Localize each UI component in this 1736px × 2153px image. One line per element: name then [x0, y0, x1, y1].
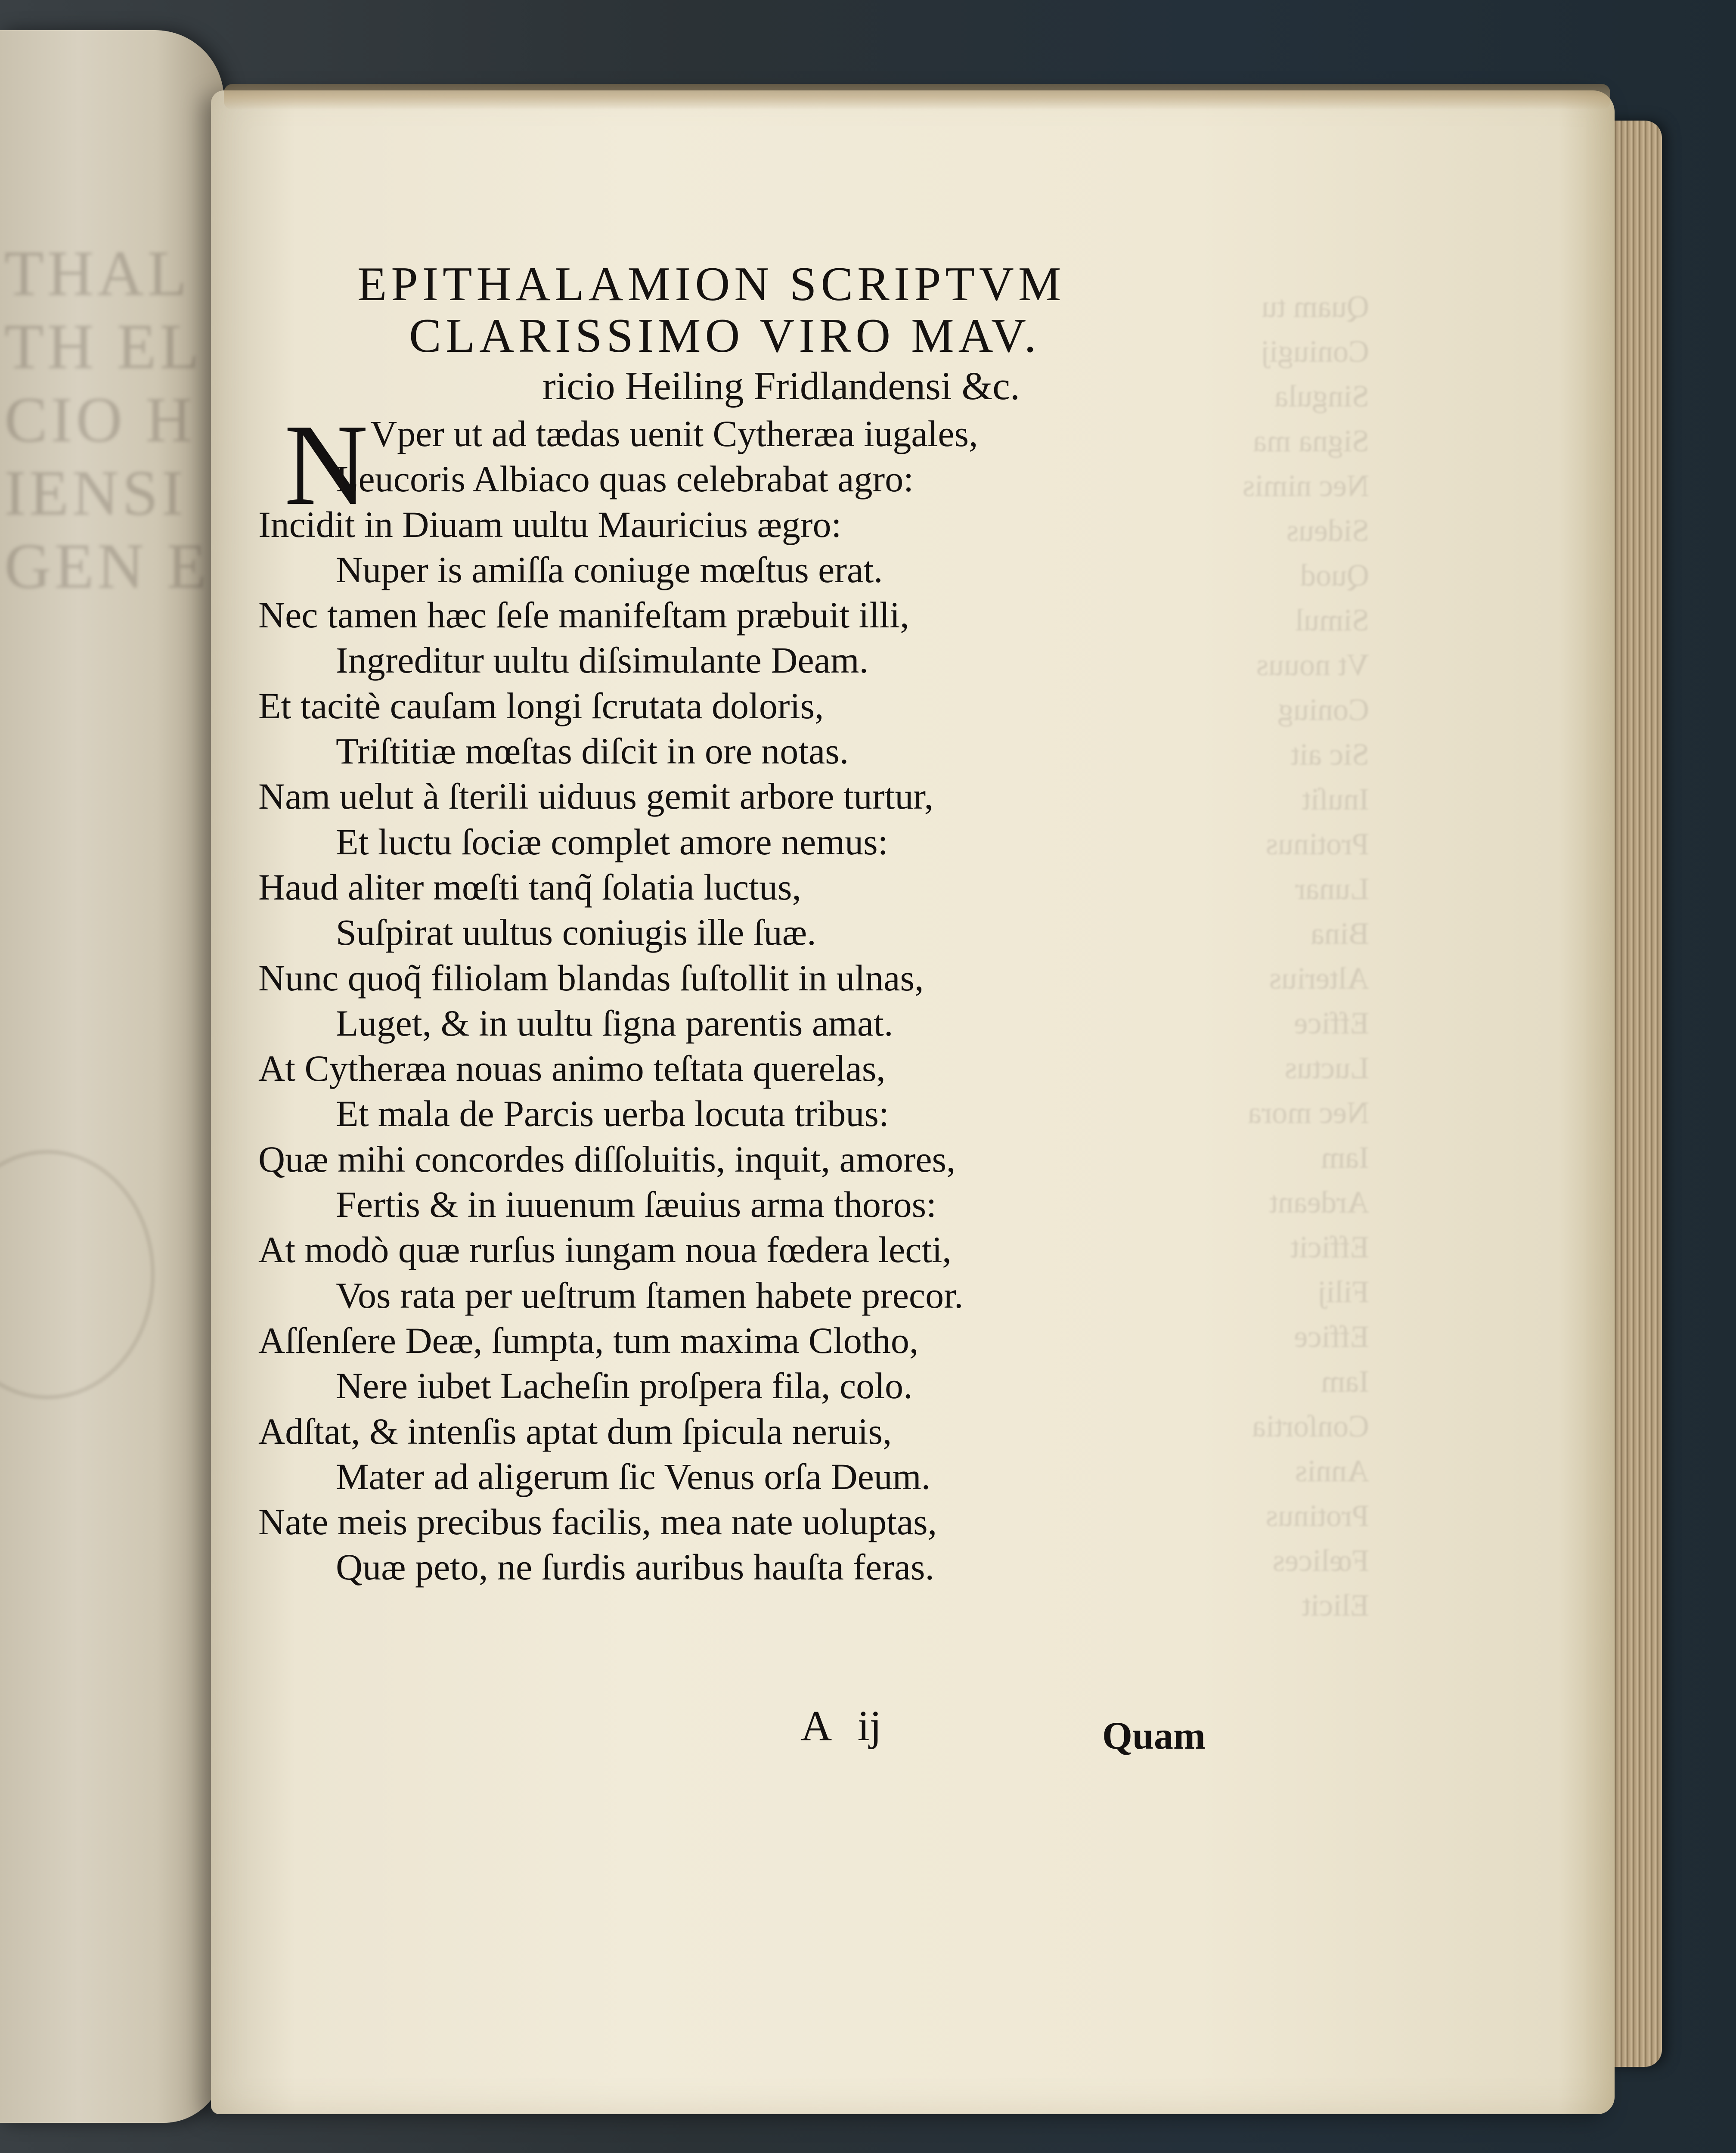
title-line-2: CLARISSIMO VIRO MAV.: [409, 309, 1041, 363]
poem-line: Vper ut ad tædas uenit Cytheræa iugales,: [370, 413, 978, 454]
poem-line: Et tacitè cauſam longi ſcrutata doloris,: [258, 685, 824, 726]
left-page-stamp-shadow: [0, 1150, 155, 1399]
poem-line: Mater ad aligerum ſic Venus orſa Deum.: [336, 1455, 931, 1497]
poem-line: Fertis & in iuuenum ſæuius arma thoros:: [336, 1184, 937, 1225]
poem-line: Nere iubet Lacheſin proſpera fila, colo.: [336, 1365, 913, 1407]
catchword: Quam: [1102, 1715, 1206, 1757]
poem-line: Et mala de Parcis uerba locuta tribus:: [336, 1093, 889, 1135]
poem-line: Nam uelut à ſterili uiduus gemit arbore turtur,: [258, 776, 934, 817]
signature-mark: A ij: [801, 1702, 882, 1750]
title-line-3: ricio Heiling Fridlandensi &c.: [542, 364, 1020, 408]
title-line-1: EPITHALAMION SCRIPTVM: [357, 257, 1066, 311]
poem-line: Ingreditur uultu diſsimulante Deam.: [336, 639, 869, 681]
poem-line: Quæ mihi concordes diſſoluitis, inquit, amores,: [258, 1138, 956, 1180]
page-top-edge: [224, 84, 1610, 110]
poem-line: At Cytheræa nouas animo teſtata querelas,: [258, 1048, 886, 1089]
poem-line: Aſſenſere Deæ, ſumpta, tum maxima Clotho,: [258, 1319, 919, 1361]
poem-line: Et luctu ſociæ complet amore nemus:: [336, 821, 888, 862]
poem-line: Nuper is amiſſa coniuge mœſtus erat.: [336, 549, 883, 590]
poem-body: [258, 400, 1141, 1590]
poem-line: Leucoris Albiaco quas celebrabat agro:: [336, 458, 914, 500]
poem-line: Quæ peto, ne ſurdis auribus hauſta feras.: [336, 1546, 934, 1588]
left-page-ghost-text: THAL TH EL CIO H IENSI GEN E: [4, 238, 210, 602]
poem-line: Nate meis precibus facilis, mea nate uoluptas,: [258, 1501, 937, 1543]
poem-line: Luget, & in uultu ſigna parentis amat.: [336, 1002, 893, 1044]
poem-line: Nec tamen hæc ſeſe manifeſtam præbuit illi,: [258, 594, 909, 636]
poem-line: Adſtat, & intenſis aptat dum ſpicula neruis,: [258, 1410, 892, 1452]
poem-line: Haud aliter mœſti tanq̃ ſolatia luctus,: [258, 866, 802, 908]
poem-line: Vos rata per ueſtrum ſtamen habete precor.: [336, 1274, 964, 1316]
poem-line: At modò quæ rurſus iungam noua fœdera lecti,: [258, 1229, 952, 1271]
poem-line: Nunc quoq̃ filiolam blandas ſuſtollit in ulnas,: [258, 957, 924, 999]
poem-line: Suſpirat uultus coniugis ille ſuæ.: [336, 912, 816, 953]
drop-cap-initial: N: [284, 400, 368, 529]
poem-title: [344, 258, 1249, 410]
left-facing-page: [0, 30, 224, 2123]
poem-line: Triſtitiæ mœſtas diſcit in ore notas.: [336, 730, 849, 772]
verso-show-through: Quam tu Coniugij Singula Signa ma Nec nimis Sideus Quod Simul Vt nouus Coniug Sic ait Inuſit Protinus Lunar Bina Alterius Effice Luctus Nec mora Iam Ardeant Efficit Filij Effice Iam Conſortia Annis Protinus Fœlices Elicit: [1243, 289, 1369, 1623]
poem-line: Incidit in Diuam uultu Mauricius ægro:: [258, 503, 842, 545]
